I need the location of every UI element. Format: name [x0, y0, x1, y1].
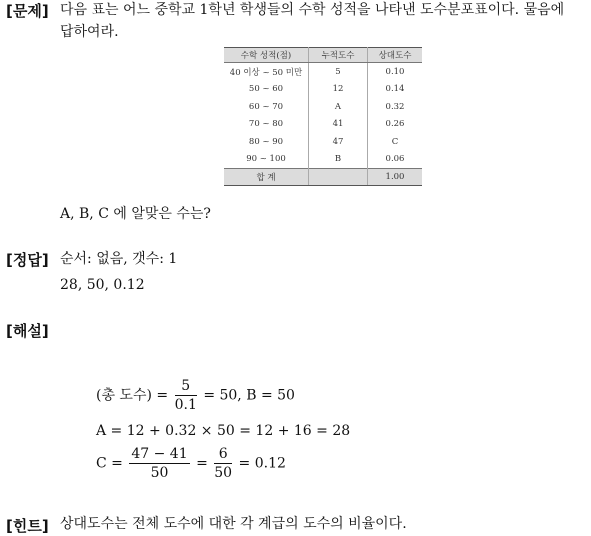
table-row [224, 98, 422, 116]
header-cumulative: 누적도수 [309, 48, 368, 63]
table-row [224, 81, 422, 99]
equation-total-frequency [96, 378, 295, 413]
cell-relative: 0.26 [385, 119, 405, 130]
cell-class: 50 ~ 60 [224, 81, 309, 99]
header-relative: 상대도수 [368, 48, 423, 63]
eq3-right: = 0.12 [238, 455, 286, 472]
problem-text-line1: 다음 표는 어느 중학교 1학년 학생들의 수학 성적을 나타낸 도수분포표이다. 물음에 [60, 2, 565, 18]
fraction [175, 378, 197, 413]
cell-cumulative: 5 [309, 63, 368, 81]
cell-total-cumulative [309, 169, 368, 186]
fraction-denominator: 50 [214, 465, 233, 481]
hint-text: 상대도수는 전체 도수에 대한 각 계급의 도수의 비율이다. [60, 516, 407, 532]
frequency-table [224, 47, 422, 186]
cell-cumulative: 41 [309, 116, 368, 134]
eq1-right: = 50, B = 50 [203, 387, 295, 404]
cell-class: 60 ~ 70 [224, 98, 309, 116]
cell-total-relative: 1.00 [368, 169, 423, 186]
answer-label: [정답] [6, 251, 49, 269]
answer-line2: 28, 50, 0.12 [60, 277, 145, 293]
table-total-row [224, 169, 422, 186]
cell-class: 90 ~ 100 [224, 151, 309, 169]
cell-class: 70 ~ 80 [224, 116, 309, 134]
cell-relative: 0.14 [385, 84, 405, 95]
problem-label: [문제] [6, 2, 49, 20]
cell-cumulative: 12 [309, 81, 368, 99]
fraction [214, 446, 232, 481]
fraction-denominator: 0.1 [174, 397, 197, 413]
cell-cumulative: B [309, 151, 368, 169]
table-row [224, 63, 422, 81]
fraction-numerator: 5 [175, 378, 197, 396]
fraction-numerator: 47 − 41 [131, 446, 188, 462]
eq1-left: (총 도수) = [96, 387, 169, 404]
cell-relative: 0.32 [385, 101, 405, 112]
cell-cumulative: A [309, 98, 368, 116]
header-score: 수학 성적(점) [224, 48, 309, 63]
cell-class: 80 ~ 90 [224, 133, 309, 151]
hint-label: [힌트] [6, 517, 49, 535]
fraction [129, 446, 189, 481]
cell-class: 40 이상 ~ 50 미만 [224, 63, 309, 81]
cell-cumulative: 47 [309, 133, 368, 151]
table-row [224, 133, 422, 151]
cell-relative: 0.10 [385, 66, 405, 77]
cell-total-label: 합 계 [224, 169, 309, 186]
answer-line1: 순서: 없음, 갯수: 1 [60, 251, 178, 267]
cell-relative: 0.06 [385, 154, 405, 165]
eq3-equals: = [196, 455, 208, 472]
table-header-row [224, 48, 422, 63]
table-row [224, 116, 422, 134]
equation-a: A = 12 + 0.32 × 50 = 12 + 16 = 28 [96, 423, 351, 439]
equation-c [96, 446, 286, 481]
fraction-numerator: 6 [214, 446, 232, 464]
problem-text-line2: 답하여라. [60, 24, 119, 40]
fraction-denominator: 50 [150, 465, 169, 481]
table-row [224, 151, 422, 169]
question-text: A, B, C 에 알맞은 수는? [60, 206, 211, 222]
eq3-left: C = [96, 455, 123, 472]
cell-relative: C [391, 136, 399, 147]
explanation-label: [해설] [6, 322, 49, 340]
